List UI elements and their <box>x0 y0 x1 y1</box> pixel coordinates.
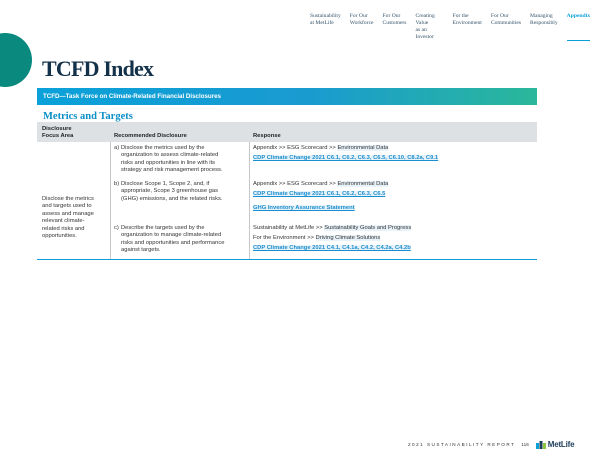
disclosure-letter: b) <box>114 181 120 187</box>
response-line <box>253 205 533 215</box>
table-header <box>37 122 537 142</box>
disclosure-letter: c) <box>114 225 119 231</box>
metlife-logo <box>536 440 575 449</box>
nav-appendix[interactable]: Appendix <box>567 13 590 41</box>
cdp-climate-change-link[interactable]: CDP Climate Change 2021 C4.1, C4.1a, C4.2, C4.2a, C4.2b <box>253 245 411 251</box>
nav-communities[interactable]: For Our Communities <box>490 13 521 26</box>
header-recommended: Recommended Disclosure <box>114 133 187 139</box>
tcfd-table <box>37 122 537 260</box>
response-b <box>253 181 533 215</box>
nav-sustainability[interactable]: Sustainability at MetLife <box>310 13 341 26</box>
header-focus-area: Disclosure Focus Area <box>42 126 74 139</box>
table-body <box>37 142 537 260</box>
report-title: 2021 SUSTAINABILITY REPORT <box>408 442 516 447</box>
response-line <box>253 181 533 191</box>
footer <box>408 440 574 449</box>
response-line <box>253 225 533 235</box>
nav-investor[interactable]: Creating Value as an Investor <box>415 13 435 40</box>
response-prefix: For the Environment >> <box>253 235 316 241</box>
nav-managing[interactable]: Managing Responsibly <box>530 13 558 26</box>
cdp-climate-change-link[interactable]: CDP Climate Change 2021 C6.1, C6.2, C6.3, C6.5, C6.10, C8.2a, C9.1 <box>253 155 439 161</box>
response-line <box>253 155 533 165</box>
table-bottom-rule <box>37 259 537 260</box>
nav-environment[interactable]: For the Environment <box>452 13 482 26</box>
disclosure-text: Disclose the metrics used by the organization to assess climate-related risks and opportunities in line with its strategy and risk management process. <box>121 145 223 174</box>
sustainability-goals-link[interactable]: Sustainability Goals and Progress <box>324 225 412 231</box>
nav-workforce[interactable]: For Our Workforce <box>349 13 374 26</box>
response-prefix: Appendix >> ESG Scorecard >> <box>253 145 338 151</box>
page-title: TCFD Index <box>42 56 154 81</box>
disclosure-letter: a) <box>114 145 120 151</box>
response-line <box>253 191 533 201</box>
response-a <box>253 145 533 165</box>
response-line <box>253 145 533 155</box>
focus-area-text: Disclose the metrics and targets used to assess and manage relevant climate- related risks and opportunities. <box>42 196 94 240</box>
response-line <box>253 235 533 245</box>
decorative-circle <box>0 33 32 87</box>
climate-solutions-link[interactable]: Driving Climate Solutions <box>315 235 381 241</box>
response-prefix: Sustainability at MetLife >> <box>253 225 325 231</box>
header-response: Response <box>253 133 281 139</box>
response-prefix: Appendix >> ESG Scorecard >> <box>253 181 338 187</box>
disclosure-a <box>114 145 246 175</box>
top-navigation <box>310 13 590 41</box>
cdp-climate-change-link[interactable]: CDP Climate Change 2021 C6.1, C6.2, C6.3, C6.5 <box>253 191 386 197</box>
response-line <box>253 245 533 255</box>
tcfd-banner: TCFD—Task Force on Climate-Related Financial Disclosures <box>37 88 537 105</box>
disclosure-c <box>114 225 246 255</box>
response-c <box>253 225 533 255</box>
disclosure-text: Disclose Scope 1, Scope 2, and, if appropriate, Scope 3 greenhouse gas (GHG) emissions, and the related risks. <box>121 181 223 202</box>
environmental-data-link[interactable]: Environmental Data <box>337 181 389 187</box>
environmental-data-link[interactable]: Environmental Data <box>337 145 389 151</box>
metlife-logo-icon <box>536 441 546 449</box>
section-title: Metrics and Targets <box>43 111 133 122</box>
disclosure-text: Describe the targets used by the organization to manage climate-related risks and opportunities and performance against targets. <box>121 225 225 254</box>
disclosure-b <box>114 181 246 203</box>
page-number: 116 <box>521 442 529 447</box>
logo-wordmark: MetLife <box>547 440 575 449</box>
nav-customers[interactable]: For Our Customers <box>382 13 407 26</box>
ghg-assurance-link[interactable]: GHG Inventory Assurance Statement <box>253 205 355 211</box>
